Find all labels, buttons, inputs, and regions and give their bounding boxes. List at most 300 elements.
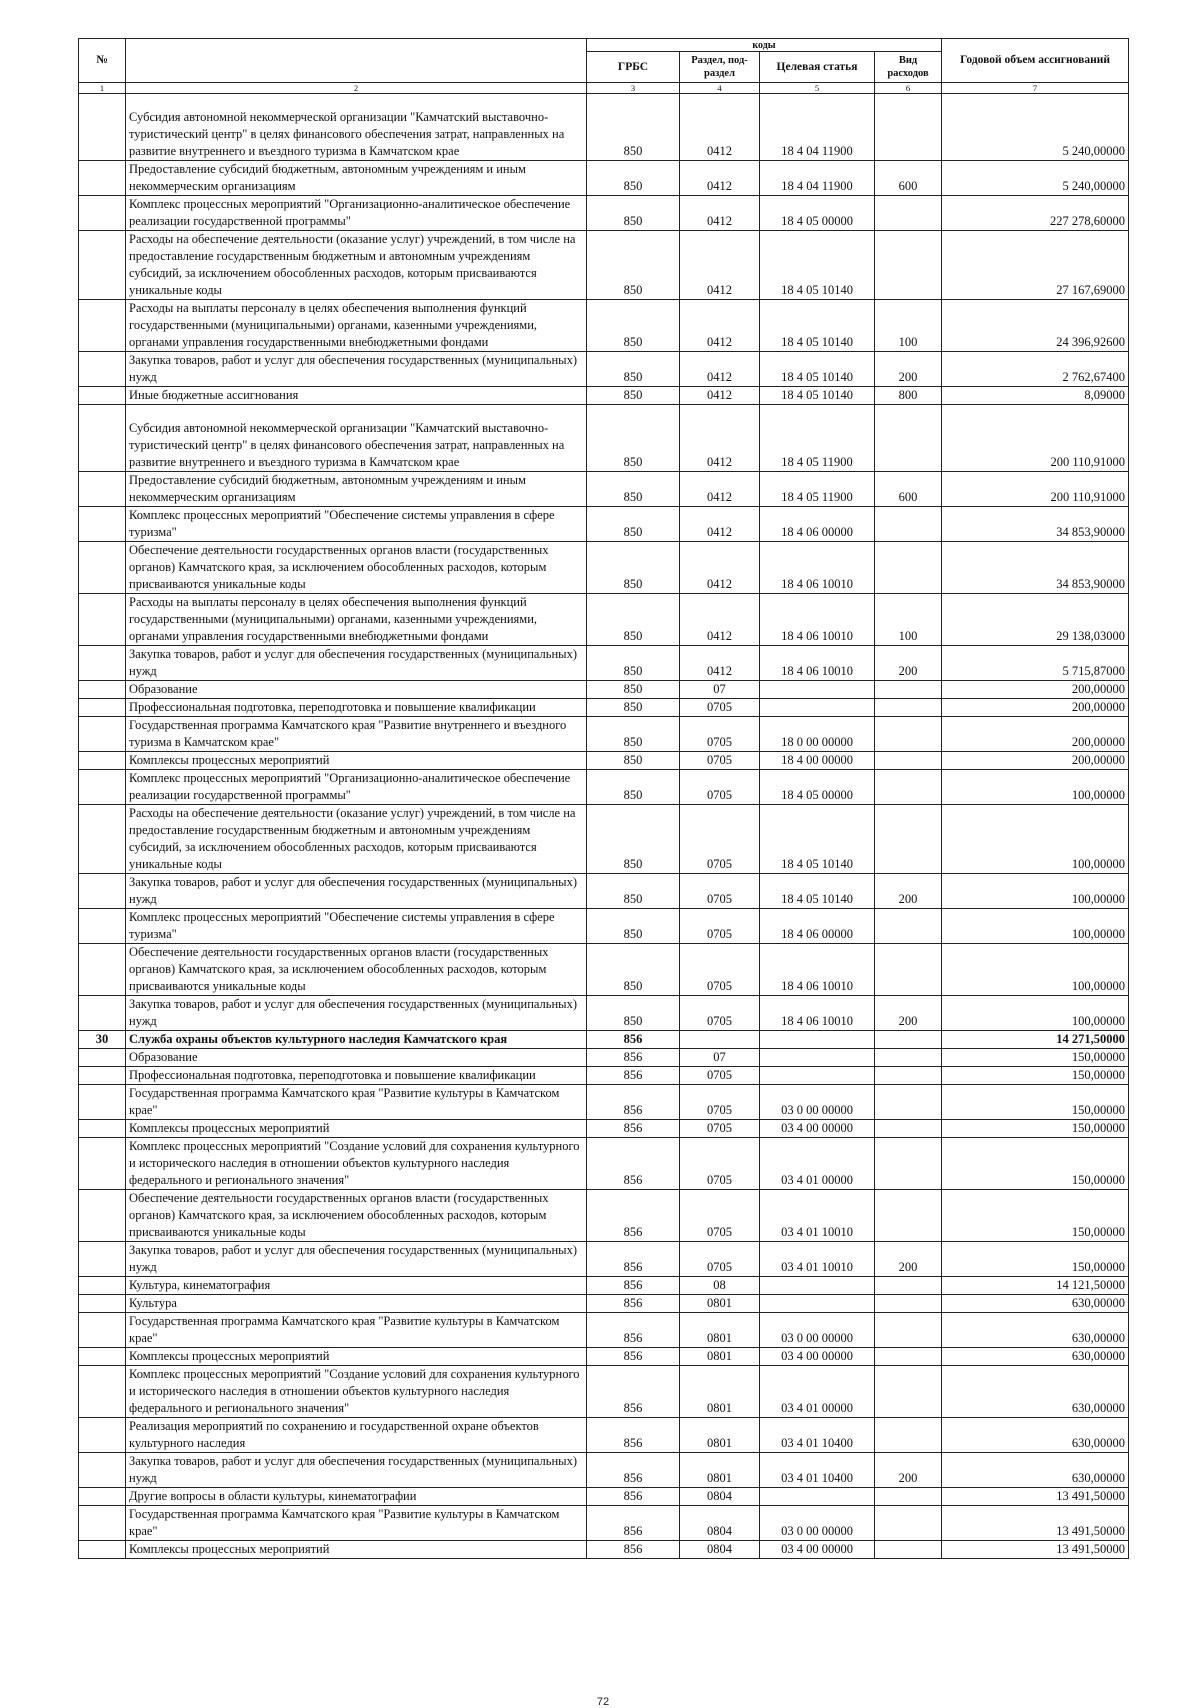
row-number <box>79 1348 126 1366</box>
row-section: 0705 <box>680 1190 760 1242</box>
row-grbs: 850 <box>587 646 680 681</box>
column-number: 1 <box>79 83 126 94</box>
row-number <box>79 996 126 1031</box>
row-name: Комплекс процессных мероприятий "Создание условий для сохранения культурного и исторического наследия в отношении объектов культурного наследия федерального и регионального значения" <box>126 1138 587 1190</box>
row-name: Другие вопросы в области культуры, кинематографии <box>126 1488 587 1506</box>
row-kind <box>875 699 942 717</box>
row-amount: 630,00000 <box>942 1348 1129 1366</box>
header-codes: коды <box>587 39 942 52</box>
row-kind <box>875 1488 942 1506</box>
table-row <box>79 1049 1129 1067</box>
row-section: 07 <box>680 681 760 699</box>
row-kind: 200 <box>875 874 942 909</box>
row-target: 18 4 06 00000 <box>760 909 875 944</box>
row-name: Расходы на выплаты персоналу в целях обеспечения выполнения функций государственными (муниципальными) органами, казенными учреждениями, органами управления государственными внебюджетными фондами <box>126 594 587 646</box>
row-section: 0705 <box>680 717 760 752</box>
row-name: Закупка товаров, работ и услуг для обеспечения государственных (муниципальных) нужд <box>126 352 587 387</box>
table-row <box>79 1348 1129 1366</box>
row-number <box>79 1506 126 1541</box>
row-target: 03 4 01 10010 <box>760 1242 875 1277</box>
row-amount: 34 853,90000 <box>942 542 1129 594</box>
row-kind <box>875 196 942 231</box>
row-kind <box>875 752 942 770</box>
row-grbs: 850 <box>587 805 680 874</box>
row-section: 0705 <box>680 1242 760 1277</box>
table-row <box>79 1506 1129 1541</box>
row-target: 18 4 06 10010 <box>760 944 875 996</box>
table-row <box>79 1295 1129 1313</box>
row-section: 0412 <box>680 231 760 300</box>
table-row <box>79 472 1129 507</box>
row-target: 18 4 05 10140 <box>760 874 875 909</box>
row-number <box>79 1120 126 1138</box>
row-section: 0705 <box>680 1138 760 1190</box>
row-number <box>79 1085 126 1120</box>
row-grbs: 856 <box>587 1242 680 1277</box>
table-row <box>79 161 1129 196</box>
row-kind <box>875 1085 942 1120</box>
row-section: 0705 <box>680 699 760 717</box>
row-amount: 630,00000 <box>942 1366 1129 1418</box>
budget-table <box>78 38 1129 1559</box>
row-amount: 200,00000 <box>942 717 1129 752</box>
row-target: 18 4 05 00000 <box>760 196 875 231</box>
row-grbs: 856 <box>587 1085 680 1120</box>
row-kind: 800 <box>875 387 942 405</box>
row-name: Служба охраны объектов культурного наследия Камчатского края <box>126 1031 587 1049</box>
row-amount: 200,00000 <box>942 752 1129 770</box>
row-number <box>79 1190 126 1242</box>
row-grbs: 856 <box>587 1366 680 1418</box>
row-section: 0705 <box>680 1085 760 1120</box>
table-row <box>79 94 1129 161</box>
header-amount: Годовой объем ассигнований <box>942 39 1129 83</box>
row-name: Расходы на обеспечение деятельности (оказание услуг) учреждений, в том числе на предоставление государственным бюджетным и автономным учреждениям субсидий, за исключением обособленных расходов, которым присваиваются уникальные коды <box>126 805 587 874</box>
row-amount: 150,00000 <box>942 1120 1129 1138</box>
table-row <box>79 352 1129 387</box>
row-target: 18 4 06 10010 <box>760 996 875 1031</box>
row-grbs: 850 <box>587 387 680 405</box>
row-number <box>79 717 126 752</box>
row-grbs: 856 <box>587 1506 680 1541</box>
row-section: 07 <box>680 1049 760 1067</box>
row-target <box>760 1295 875 1313</box>
row-name: Закупка товаров, работ и услуг для обеспечения государственных (муниципальных) нужд <box>126 1242 587 1277</box>
row-kind <box>875 1295 942 1313</box>
row-target: 18 4 06 10010 <box>760 594 875 646</box>
row-number <box>79 1366 126 1418</box>
page-number: 72 <box>596 1696 610 1708</box>
row-name: Субсидия автономной некоммерческой организации "Камчатский выставочно-туристический центр" в целях финансового обеспечения затрат, направленных на развитие внутреннего и въездного туризма в Камчатском крае <box>126 405 587 472</box>
row-grbs: 856 <box>587 1120 680 1138</box>
row-number <box>79 805 126 874</box>
row-name: Образование <box>126 681 587 699</box>
table-row <box>79 874 1129 909</box>
row-grbs: 850 <box>587 405 680 472</box>
row-kind: 100 <box>875 300 942 352</box>
row-amount: 200 110,91000 <box>942 472 1129 507</box>
row-target: 18 4 05 10140 <box>760 352 875 387</box>
row-section: 0412 <box>680 594 760 646</box>
row-kind <box>875 1348 942 1366</box>
table-row <box>79 300 1129 352</box>
row-section: 0804 <box>680 1506 760 1541</box>
row-kind <box>875 1418 942 1453</box>
row-amount: 150,00000 <box>942 1067 1129 1085</box>
row-kind <box>875 1067 942 1085</box>
row-number <box>79 1488 126 1506</box>
row-grbs: 856 <box>587 1190 680 1242</box>
row-section: 0705 <box>680 874 760 909</box>
row-section: 0801 <box>680 1348 760 1366</box>
table-row <box>79 1366 1129 1418</box>
row-name: Профессиональная подготовка, переподготовка и повышение квалификации <box>126 699 587 717</box>
row-target: 03 4 01 10010 <box>760 1190 875 1242</box>
row-name: Комплексы процессных мероприятий <box>126 752 587 770</box>
row-section: 0412 <box>680 161 760 196</box>
row-kind <box>875 1031 942 1049</box>
row-amount: 630,00000 <box>942 1453 1129 1488</box>
row-amount: 630,00000 <box>942 1295 1129 1313</box>
row-amount: 5 240,00000 <box>942 161 1129 196</box>
table-row <box>79 805 1129 874</box>
table-row <box>79 1313 1129 1348</box>
row-number <box>79 594 126 646</box>
row-target: 03 4 01 10400 <box>760 1418 875 1453</box>
row-name: Обеспечение деятельности государственных органов власти (государственных органов) Камчатского края, за исключением обособленных расходов, которым присваиваются уникальные коды <box>126 542 587 594</box>
row-amount: 14 271,50000 <box>942 1031 1129 1049</box>
row-grbs: 850 <box>587 770 680 805</box>
row-number <box>79 1049 126 1067</box>
column-number: 3 <box>587 83 680 94</box>
row-grbs: 850 <box>587 196 680 231</box>
row-amount: 27 167,69000 <box>942 231 1129 300</box>
row-kind <box>875 231 942 300</box>
row-grbs: 850 <box>587 542 680 594</box>
row-amount: 100,00000 <box>942 770 1129 805</box>
row-kind: 200 <box>875 646 942 681</box>
row-grbs: 856 <box>587 1138 680 1190</box>
row-kind <box>875 1366 942 1418</box>
row-grbs: 850 <box>587 231 680 300</box>
row-number <box>79 542 126 594</box>
row-kind <box>875 1541 942 1559</box>
row-section: 0801 <box>680 1295 760 1313</box>
row-kind <box>875 1049 942 1067</box>
row-kind: 200 <box>875 1453 942 1488</box>
row-number <box>79 1453 126 1488</box>
table-body <box>79 94 1129 1559</box>
row-amount: 5 240,00000 <box>942 94 1129 161</box>
row-grbs: 856 <box>587 1453 680 1488</box>
row-kind <box>875 944 942 996</box>
row-amount: 150,00000 <box>942 1242 1129 1277</box>
row-name: Субсидия автономной некоммерческой организации "Камчатский выставочно-туристический центр" в целях финансового обеспечения затрат, направленных на развитие внутреннего и въездного туризма в Камчатском крае <box>126 94 587 161</box>
column-number: 4 <box>680 83 760 94</box>
row-kind <box>875 1277 942 1295</box>
row-number <box>79 681 126 699</box>
row-name: Комплексы процессных мероприятий <box>126 1541 587 1559</box>
row-section: 0804 <box>680 1488 760 1506</box>
row-section: 0412 <box>680 507 760 542</box>
row-name: Комплекс процессных мероприятий "Организационно-аналитическое обеспечение реализации государственной программы" <box>126 770 587 805</box>
row-target: 03 4 01 00000 <box>760 1366 875 1418</box>
row-amount: 100,00000 <box>942 996 1129 1031</box>
row-grbs: 856 <box>587 1295 680 1313</box>
row-target <box>760 1067 875 1085</box>
row-target: 18 4 04 11900 <box>760 94 875 161</box>
row-section: 0801 <box>680 1453 760 1488</box>
table-row <box>79 196 1129 231</box>
header-kind: Вид расходов <box>875 52 942 83</box>
row-number <box>79 944 126 996</box>
row-name: Профессиональная подготовка, переподготовка и повышение квалификации <box>126 1067 587 1085</box>
row-amount: 200,00000 <box>942 699 1129 717</box>
row-name: Предоставление субсидий бюджетным, автономным учреждениям и иным некоммерческим организациям <box>126 472 587 507</box>
row-grbs: 850 <box>587 594 680 646</box>
row-target: 18 4 05 11900 <box>760 472 875 507</box>
row-grbs: 856 <box>587 1313 680 1348</box>
column-number: 2 <box>126 83 587 94</box>
row-name: Обеспечение деятельности государственных органов власти (государственных органов) Камчатского края, за исключением обособленных расходов, которым присваиваются уникальные коды <box>126 1190 587 1242</box>
row-grbs: 856 <box>587 1031 680 1049</box>
row-kind <box>875 805 942 874</box>
table-row <box>79 542 1129 594</box>
row-grbs: 850 <box>587 300 680 352</box>
row-target <box>760 681 875 699</box>
row-target <box>760 1031 875 1049</box>
row-name: Иные бюджетные ассигнования <box>126 387 587 405</box>
row-section <box>680 1031 760 1049</box>
row-name: Комплекс процессных мероприятий "Обеспечение системы управления в сфере туризма" <box>126 507 587 542</box>
row-kind: 200 <box>875 996 942 1031</box>
row-name: Государственная программа Камчатского края "Развитие культуры в Камчатском крае" <box>126 1506 587 1541</box>
row-amount: 13 491,50000 <box>942 1541 1129 1559</box>
row-name: Расходы на обеспечение деятельности (оказание услуг) учреждений, в том числе на предоставление государственным бюджетным и автономным учреждениям субсидий, за исключением обособленных расходов, которым присваиваются уникальные коды <box>126 231 587 300</box>
row-number <box>79 1541 126 1559</box>
header-section: Раздел, под-раздел <box>680 52 760 83</box>
row-target: 18 4 04 11900 <box>760 161 875 196</box>
row-name: Комплекс процессных мероприятий "Обеспечение системы управления в сфере туризма" <box>126 909 587 944</box>
row-target: 03 0 00 00000 <box>760 1506 875 1541</box>
row-grbs: 850 <box>587 472 680 507</box>
row-amount: 630,00000 <box>942 1313 1129 1348</box>
row-amount: 150,00000 <box>942 1190 1129 1242</box>
row-number <box>79 1295 126 1313</box>
table-row <box>79 996 1129 1031</box>
row-name: Государственная программа Камчатского края "Развитие внутреннего и въездного туризма в Камчатском крае" <box>126 717 587 752</box>
row-number <box>79 1418 126 1453</box>
row-target: 18 4 00 00000 <box>760 752 875 770</box>
row-name: Закупка товаров, работ и услуг для обеспечения государственных (муниципальных) нужд <box>126 874 587 909</box>
row-number <box>79 300 126 352</box>
row-grbs: 856 <box>587 1348 680 1366</box>
table-row <box>79 1190 1129 1242</box>
table-row <box>79 231 1129 300</box>
row-target: 18 4 05 00000 <box>760 770 875 805</box>
row-amount: 29 138,03000 <box>942 594 1129 646</box>
row-kind <box>875 1138 942 1190</box>
table-row <box>79 1138 1129 1190</box>
row-grbs: 856 <box>587 1067 680 1085</box>
table-row <box>79 1242 1129 1277</box>
row-kind: 100 <box>875 594 942 646</box>
row-grbs: 850 <box>587 717 680 752</box>
row-name: Культура, кинематография <box>126 1277 587 1295</box>
row-number <box>79 387 126 405</box>
row-section: 0705 <box>680 805 760 874</box>
table-row <box>79 646 1129 681</box>
row-grbs: 856 <box>587 1277 680 1295</box>
table-row <box>79 681 1129 699</box>
row-number <box>79 752 126 770</box>
row-kind <box>875 681 942 699</box>
row-number <box>79 770 126 805</box>
row-name: Комплекс процессных мероприятий "Организационно-аналитическое обеспечение реализации государственной программы" <box>126 196 587 231</box>
row-kind <box>875 1190 942 1242</box>
row-kind <box>875 1506 942 1541</box>
row-name: Комплексы процессных мероприятий <box>126 1120 587 1138</box>
row-section: 0412 <box>680 352 760 387</box>
row-amount: 100,00000 <box>942 909 1129 944</box>
table-row <box>79 1031 1129 1049</box>
header-grbs: ГРБС <box>587 52 680 83</box>
row-amount: 100,00000 <box>942 874 1129 909</box>
row-section: 0801 <box>680 1313 760 1348</box>
row-section: 0412 <box>680 542 760 594</box>
row-kind <box>875 542 942 594</box>
table-row <box>79 1277 1129 1295</box>
row-section: 0412 <box>680 405 760 472</box>
row-target: 03 4 01 10400 <box>760 1453 875 1488</box>
row-target: 03 4 00 00000 <box>760 1120 875 1138</box>
table-row <box>79 717 1129 752</box>
row-amount: 100,00000 <box>942 944 1129 996</box>
header-target: Целевая статья <box>760 52 875 83</box>
row-amount: 200,00000 <box>942 681 1129 699</box>
table-row <box>79 1453 1129 1488</box>
row-amount: 630,00000 <box>942 1418 1129 1453</box>
row-amount: 150,00000 <box>942 1049 1129 1067</box>
row-kind <box>875 507 942 542</box>
row-number: 30 <box>79 1031 126 1049</box>
row-section: 0705 <box>680 1120 760 1138</box>
row-amount: 14 121,50000 <box>942 1277 1129 1295</box>
row-amount: 8,09000 <box>942 387 1129 405</box>
row-section: 0801 <box>680 1418 760 1453</box>
row-target: 18 4 05 10140 <box>760 805 875 874</box>
row-name: Комплексы процессных мероприятий <box>126 1348 587 1366</box>
row-amount: 2 762,67400 <box>942 352 1129 387</box>
table-row <box>79 1085 1129 1120</box>
row-number <box>79 352 126 387</box>
row-number <box>79 1242 126 1277</box>
row-name: Культура <box>126 1295 587 1313</box>
row-amount: 227 278,60000 <box>942 196 1129 231</box>
table-row <box>79 909 1129 944</box>
row-kind <box>875 1313 942 1348</box>
row-section: 0412 <box>680 300 760 352</box>
row-section: 0705 <box>680 909 760 944</box>
row-amount: 24 396,92600 <box>942 300 1129 352</box>
row-number <box>79 196 126 231</box>
row-kind: 600 <box>875 161 942 196</box>
row-kind <box>875 717 942 752</box>
row-number <box>79 1277 126 1295</box>
row-number <box>79 1138 126 1190</box>
row-target: 03 4 01 00000 <box>760 1138 875 1190</box>
row-grbs: 850 <box>587 996 680 1031</box>
row-target <box>760 1277 875 1295</box>
row-number <box>79 231 126 300</box>
table-row <box>79 752 1129 770</box>
row-target: 03 0 00 00000 <box>760 1313 875 1348</box>
row-section: 0412 <box>680 472 760 507</box>
row-section: 0412 <box>680 646 760 681</box>
table-row <box>79 594 1129 646</box>
row-name: Комплекс процессных мероприятий "Создание условий для сохранения культурного и исторического наследия в отношении объектов культурного наследия федерального и регионального значения" <box>126 1366 587 1418</box>
row-target: 18 4 06 10010 <box>760 646 875 681</box>
row-target: 18 4 05 10140 <box>760 387 875 405</box>
row-kind: 200 <box>875 352 942 387</box>
row-section: 0412 <box>680 196 760 231</box>
row-kind <box>875 909 942 944</box>
row-kind <box>875 770 942 805</box>
row-section: 0705 <box>680 1067 760 1085</box>
table-row <box>79 1067 1129 1085</box>
row-target: 18 4 05 11900 <box>760 405 875 472</box>
row-number <box>79 909 126 944</box>
document-page <box>78 38 1128 1708</box>
row-number <box>79 472 126 507</box>
row-name: Закупка товаров, работ и услуг для обеспечения государственных (муниципальных) нужд <box>126 646 587 681</box>
table-row <box>79 1120 1129 1138</box>
table-row <box>79 770 1129 805</box>
row-grbs: 850 <box>587 94 680 161</box>
row-section: 0705 <box>680 770 760 805</box>
row-grbs: 850 <box>587 681 680 699</box>
row-name: Предоставление субсидий бюджетным, автономным учреждениям и иным некоммерческим организациям <box>126 161 587 196</box>
row-name: Закупка товаров, работ и услуг для обеспечения государственных (муниципальных) нужд <box>126 1453 587 1488</box>
row-number <box>79 874 126 909</box>
row-number <box>79 405 126 472</box>
row-name: Расходы на выплаты персоналу в целях обеспечения выполнения функций государственными (муниципальными) органами, казенными учреждениями, органами управления государственными внебюджетными фондами <box>126 300 587 352</box>
row-name: Обеспечение деятельности государственных органов власти (государственных органов) Камчатского края, за исключением обособленных расходов, которым присваиваются уникальные коды <box>126 944 587 996</box>
row-target: 18 4 05 10140 <box>760 300 875 352</box>
table-row <box>79 507 1129 542</box>
row-section: 08 <box>680 1277 760 1295</box>
row-number <box>79 161 126 196</box>
column-number: 6 <box>875 83 942 94</box>
header-number: № <box>79 39 126 83</box>
table-row <box>79 387 1129 405</box>
row-grbs: 856 <box>587 1488 680 1506</box>
row-number <box>79 699 126 717</box>
header-name <box>126 39 587 83</box>
row-section: 0705 <box>680 752 760 770</box>
table-row <box>79 699 1129 717</box>
row-grbs: 850 <box>587 352 680 387</box>
row-grbs: 856 <box>587 1541 680 1559</box>
table-row <box>79 944 1129 996</box>
row-section: 0412 <box>680 387 760 405</box>
row-grbs: 850 <box>587 909 680 944</box>
table-header <box>79 39 1129 94</box>
row-amount: 34 853,90000 <box>942 507 1129 542</box>
row-section: 0801 <box>680 1366 760 1418</box>
row-grbs: 856 <box>587 1418 680 1453</box>
row-section: 0412 <box>680 94 760 161</box>
